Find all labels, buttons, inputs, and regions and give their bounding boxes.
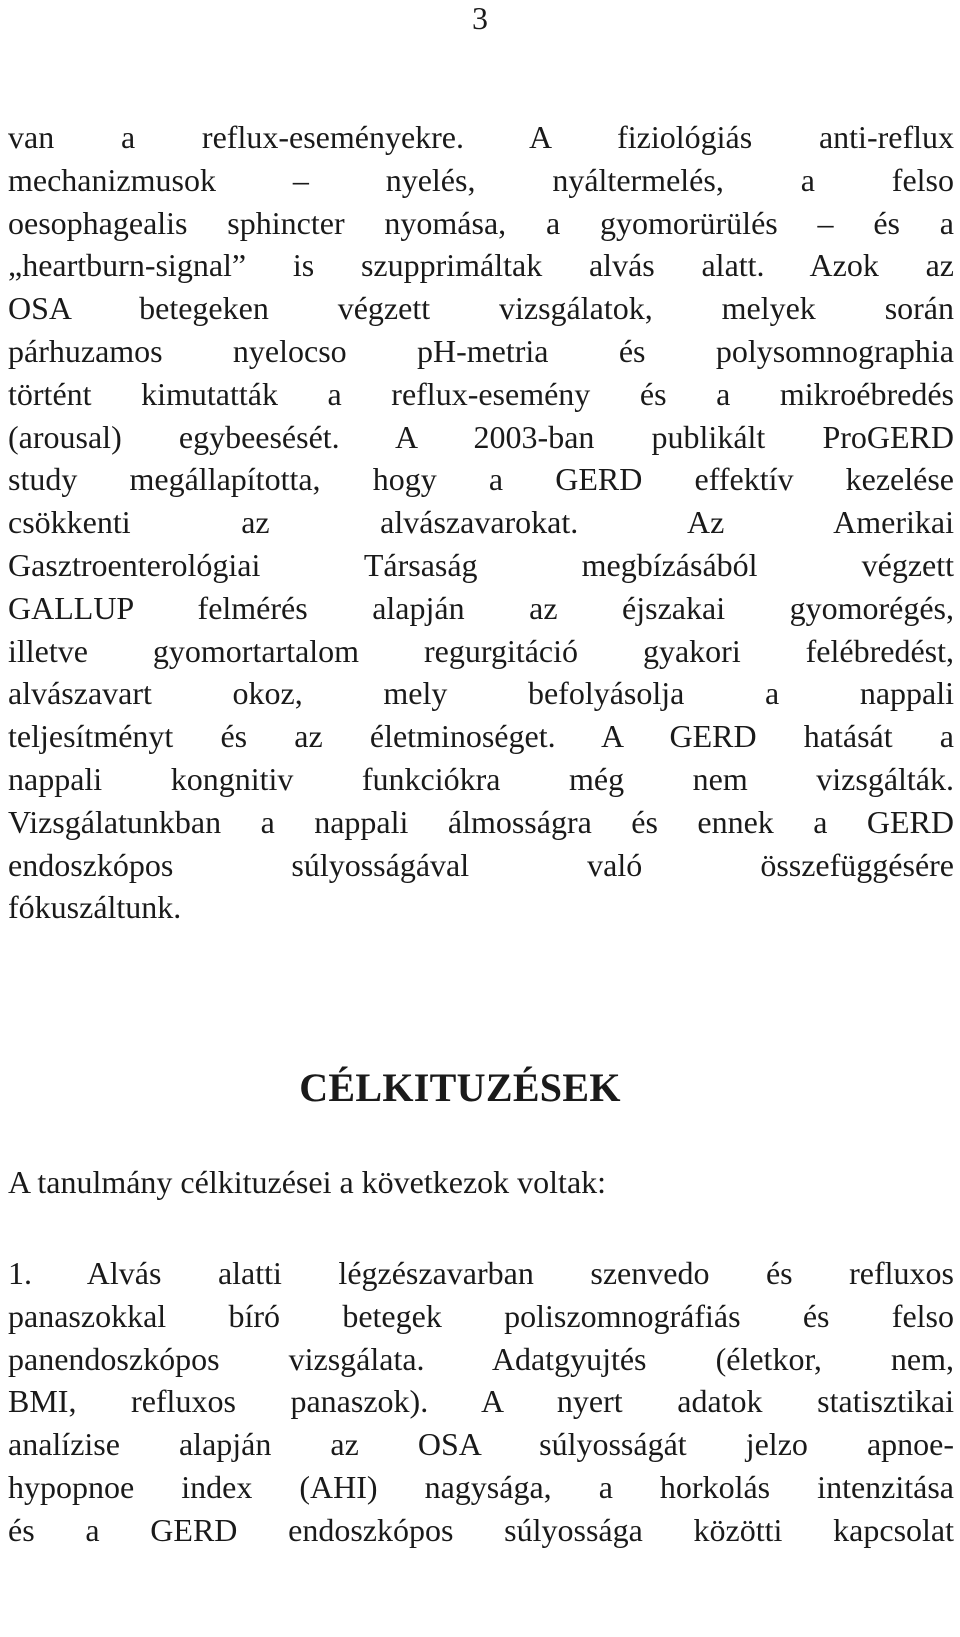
paragraph-line: Vizsgálatunkban a nappali álmosságra és ennek a GERD: [8, 803, 954, 840]
paragraph-line: nappali kongnitiv funkciókra még nem vizsgálták.: [8, 760, 954, 797]
paragraph-line: történt kimutatták a reflux-esemény és a mikroébredés: [8, 375, 954, 412]
body-paragraph: [8, 116, 954, 929]
list-item-line: panendoszkópos vizsgálata. Adatgyujtés (életkor, nem,: [8, 1340, 954, 1377]
intro-line: A tanulmány célkituzései a következok voltak:: [8, 1164, 607, 1200]
list-item-line: hypopnoe index (AHI) nagysága, a horkolás intenzitása: [8, 1468, 954, 1505]
paragraph-line: csökkenti az alvászavarokat. Az Amerikai: [8, 504, 954, 541]
paragraph-line: fókuszáltunk.: [8, 889, 182, 926]
paragraph-line: Gasztroenterológiai Társaság megbízásából végzett: [8, 546, 954, 583]
paragraph-line: illetve gyomortartalom regurgitáció gyakori felébredést,: [8, 632, 954, 669]
list-item-line: panaszokkal bíró betegek poliszomnográfiás és felso: [8, 1297, 954, 1334]
paragraph-line: (arousal) egybeesését. A 2003-ban publikált ProGERD: [8, 418, 954, 455]
section-heading: CÉLKITUZÉSEK: [299, 1065, 621, 1110]
paragraph-line: endoszkópos súlyosságával való összefüggésére: [8, 846, 954, 883]
list-item-line: BMI, refluxos panaszok). A nyert adatok statisztikai: [8, 1383, 954, 1420]
section-intro: [8, 1161, 954, 1204]
paragraph-line: teljesítményt és az életminoséget. A GERD hatását a: [8, 718, 954, 755]
list-item-line: 1. Alvás alatti légzészavarban szenvedo és refluxos: [8, 1255, 954, 1291]
paragraph-line: mechanizmusok – nyelés, nyáltermelés, a felso: [8, 161, 954, 198]
list-item-1: [8, 1252, 954, 1552]
list-item-line: és a GERD endoszkópos súlyossága közötti kapcsolat: [8, 1511, 954, 1548]
paragraph-line: GALLUP felmérés alapján az éjszakai gyomorégés,: [8, 589, 954, 626]
paragraph-line: oesophagealis sphincter nyomása, a gyomorürülés – és a: [8, 204, 954, 241]
paragraph-line: „heartburn-signal” is szupprimáltak alvás alatt. Azok az: [8, 247, 954, 284]
paragraph-line: alvászavart okoz, mely befolyásolja a nappali: [8, 675, 954, 712]
list-item-line: analízise alapján az OSA súlyosságát jelzo apnoe-: [8, 1426, 954, 1463]
page-number: 3: [472, 0, 488, 36]
paragraph-line: van a reflux-eseményekre. A fiziológiás anti-reflux: [8, 119, 954, 155]
paragraph-line: párhuzamos nyelocso pH-metria és polysomnographia: [8, 332, 954, 369]
paragraph-line: study megállapította, hogy a GERD effektív kezelése: [8, 461, 954, 498]
paragraph-line: OSA betegeken végzett vizsgálatok, melyek során: [8, 290, 954, 327]
